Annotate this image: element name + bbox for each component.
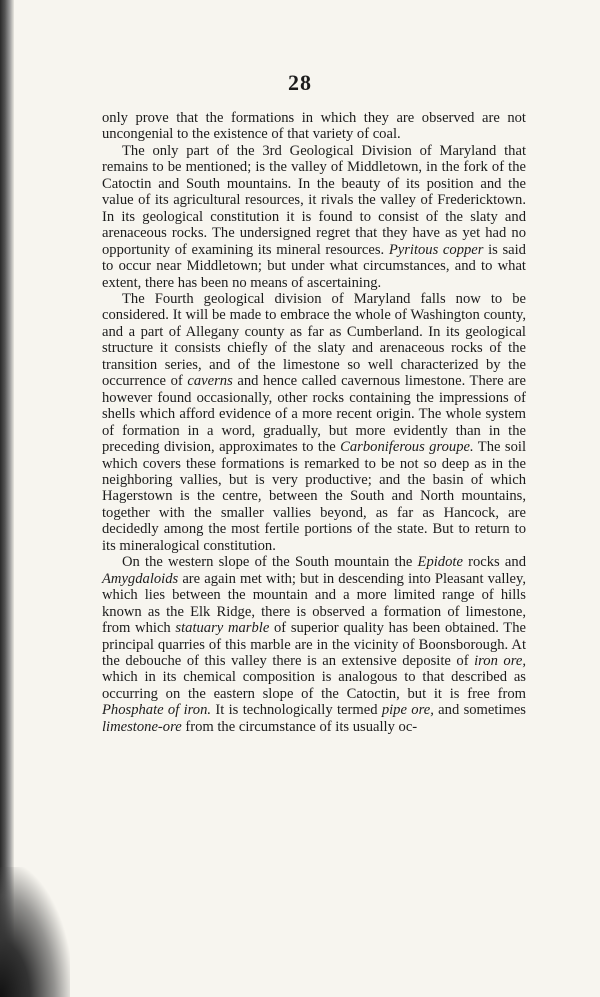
italic-term: statuary marble	[175, 620, 270, 637]
text-run: and sometimes	[433, 702, 526, 719]
italic-term: pipe ore,	[381, 702, 434, 719]
italic-term: Phosphate of iron.	[102, 702, 212, 719]
text-run: from the circumstance of its usually oc-	[181, 718, 418, 735]
italic-term: iron ore,	[474, 652, 526, 669]
italic-term: caverns	[187, 373, 233, 390]
book-binding-edge	[0, 0, 14, 997]
text-run: The soil which covers these formations is remarked to be not so deep as in the neighboring vallies, but is very productive; and the basin of which Hagerstown is the centre, between the South and North mountains, together with the smaller vallies beyond, as far as Hancock, are decidedly among the most fertile portions of the state. But to return to its mineralogical constitution.	[102, 439, 527, 554]
italic-term: Carboniferous groupe.	[340, 439, 474, 456]
italic-term: Epidote	[417, 554, 463, 571]
text-run: which in its chemical composition is analogous to that described as occurring on the eastern slope of the Catoctin, but it is free from	[102, 669, 526, 702]
paragraph-continuation	[102, 110, 526, 143]
text-run: only prove that the formations in which they are observed are not uncongenial to the existence of that variety of coal.	[102, 110, 526, 143]
page-number: 28	[288, 70, 312, 95]
text-run: rocks and	[462, 554, 526, 571]
text-run: It is technologically termed	[211, 702, 382, 719]
text-run: On the western slope of the South mountain the	[122, 554, 418, 571]
italic-term: Amygdaloids	[102, 570, 179, 587]
text-run: The only part of the 3rd Geological Division of Maryland that remains to be mentioned; is the valley of Middletown, in the fork of the Catoctin and South mountains. In the beauty of its position and the value of its agricultural resources, it rivals the valley of Fredericktown. In its geological constitution it is found to consist of the slaty and arenaceous rocks. The undersigned regret that they have as yet had no opportunity of examining its mineral resources.	[102, 142, 526, 258]
text-run: are again met with; but in descending into Pleasant valley, which lies between the mountain and a more limited range of hills known as the Elk Ridge, there is observed a formation of limestone, from which	[102, 570, 526, 637]
text-run: of superior quality has been obtained. The principal quarries of this marble are in the vicinity of Boonsborough. At the debouche of this valley there is an extensive deposite of	[102, 620, 526, 669]
binding-shadow	[0, 867, 70, 997]
body-text	[102, 110, 526, 735]
text-run: and hence called cavernous limestone. There are however found occasionally, other rocks containing the impressions of shells which afford evidence of a more recent origin. The whole system of formation in a word, gradually, but more evidently than in the preceding division, approximates to the	[102, 373, 526, 456]
paragraph-middletown-valley	[102, 143, 526, 291]
italic-term: limestone-ore	[102, 718, 182, 735]
text-run: The Fourth geological division of Maryland falls now to be considered. It will be made to embrace the whole of Washington county, and a part of Allegany county as far as Cumberland. In its geological structure it consists chiefly of the slaty and arenaceous rocks of the transition series, and of the limestone so well characterized by the occurrence of	[102, 290, 526, 390]
paragraph-fourth-division	[102, 291, 526, 554]
paragraph-south-mountain	[102, 554, 526, 735]
italic-term: Pyritous copper	[388, 241, 484, 258]
text-run: is said to occur near Middletown; but under what circumstances, and to what extent, there has been no means of ascertaining.	[102, 241, 526, 291]
